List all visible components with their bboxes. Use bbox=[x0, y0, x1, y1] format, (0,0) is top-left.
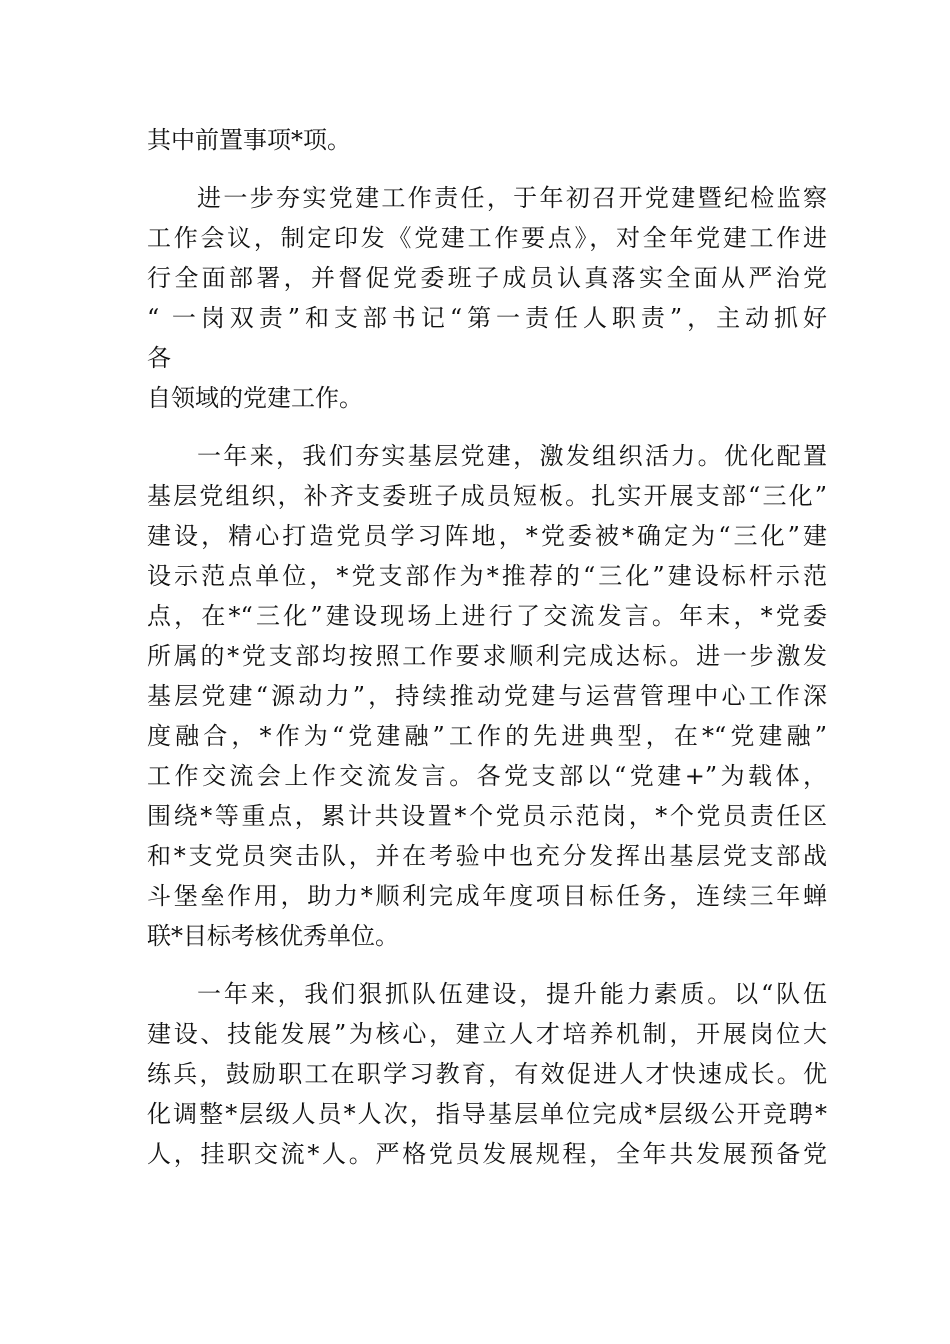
text-line: 度融合，*作为“党建融”工作的先进典型，在*“党建融” bbox=[147, 722, 827, 750]
paragraph-1 bbox=[147, 120, 827, 160]
text-line: 一年来，我们狠抓队伍建设，提升能力素质。以“队伍 bbox=[197, 980, 827, 1008]
text-line: 建设、技能发展”为核心，建立人才培养机制，开展岗位大 bbox=[147, 1020, 827, 1048]
text-line: 各 bbox=[147, 344, 171, 372]
text-line: 基层党建“源动力”，持续推动党建与运营管理中心工作深 bbox=[147, 682, 827, 710]
text-line: “ 一岗双责”和支部书记“第一责任人职责”，主动抓好 bbox=[147, 304, 827, 332]
text-line: 斗堡垒作用，助力*顺利完成年度项目标任务，连续三年蝉 bbox=[147, 882, 827, 910]
document-body bbox=[147, 120, 827, 1174]
paragraph-gap bbox=[147, 956, 827, 974]
text-line: 自领域的党建工作。 bbox=[147, 384, 363, 412]
text-line: 设示范点单位，*党支部作为*推荐的“三化”建设标杆示范 bbox=[147, 562, 827, 590]
text-line: 一年来，我们夯实基层党建，激发组织活力。优化配置 bbox=[197, 442, 827, 470]
text-line: 建设，精心打造党员学习阵地，*党委被*确定为“三化”建 bbox=[147, 522, 827, 550]
text-line: 其中前置事项*项。 bbox=[147, 126, 351, 154]
text-line: 联*目标考核优秀单位。 bbox=[147, 922, 399, 950]
paragraph-4 bbox=[147, 974, 827, 1174]
text-line: 人，挂职交流*人。严格党员发展规程，全年共发展预备党 bbox=[147, 1140, 827, 1168]
paragraph-gap bbox=[147, 160, 827, 178]
paragraph-3 bbox=[147, 436, 827, 956]
text-line: 围绕*等重点，累计共设置*个党员示范岗，*个党员责任区 bbox=[147, 802, 827, 830]
text-line: 行全面部署，并督促党委班子成员认真落实全面从严治党 bbox=[147, 264, 827, 292]
text-line: 和*支党员突击队，并在考验中也充分发挥出基层党支部战 bbox=[147, 842, 827, 870]
text-line: 练兵，鼓励职工在职学习教育，有效促进人才快速成长。优 bbox=[147, 1060, 827, 1088]
text-line: 工作会议，制定印发《党建工作要点》，对全年党建工作进 bbox=[147, 224, 827, 252]
paragraph-2 bbox=[147, 178, 827, 418]
paragraph-gap bbox=[147, 418, 827, 436]
text-line: 化调整*层级人员*人次，指导基层单位完成*层级公开竞聘* bbox=[147, 1100, 827, 1128]
text-line: 进一步夯实党建工作责任，于年初召开党建暨纪检监察 bbox=[197, 184, 827, 212]
text-line: 工作交流会上作交流发言。各党支部以“党建+”为载体， bbox=[147, 762, 827, 790]
text-line: 点，在*“三化”建设现场上进行了交流发言。年末，*党委 bbox=[147, 602, 827, 630]
text-line: 基层党组织，补齐支委班子成员短板。扎实开展支部“三化” bbox=[147, 482, 827, 510]
text-line: 所属的*党支部均按照工作要求顺利完成达标。进一步激发 bbox=[147, 642, 827, 670]
